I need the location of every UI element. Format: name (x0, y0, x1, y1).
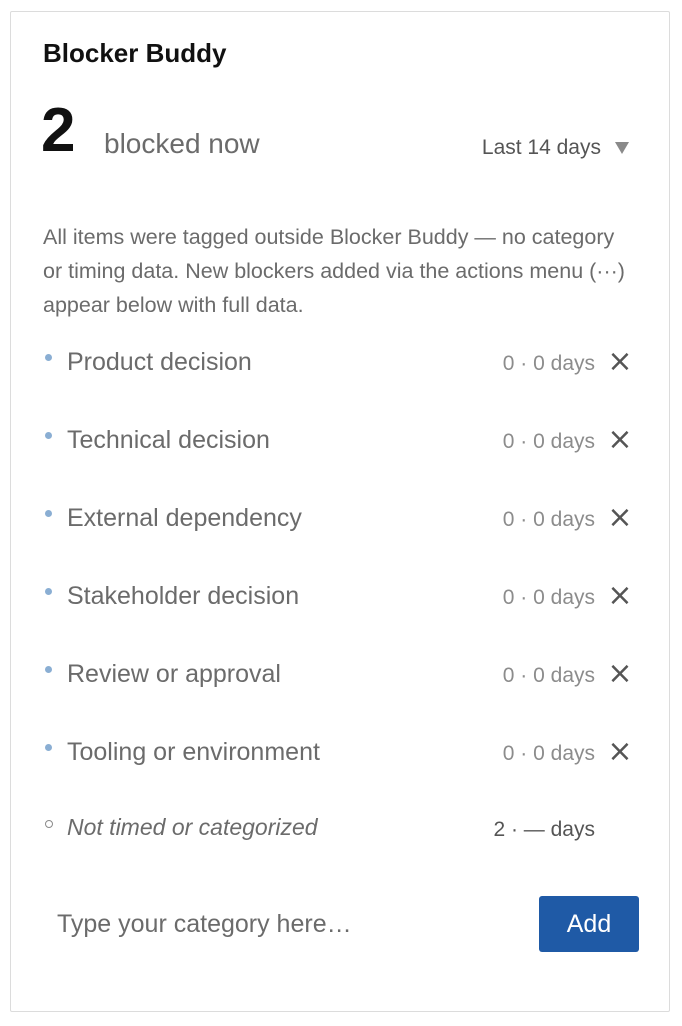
bullet-icon (45, 354, 52, 361)
uncategorized-name: Not timed or categorized (67, 814, 318, 840)
date-range-dropdown[interactable] (459, 134, 639, 162)
category-name: Product decision (67, 348, 252, 376)
widget-title: Blocker Buddy (43, 38, 227, 68)
bullet-icon (45, 666, 52, 673)
category-row (43, 342, 639, 420)
category-input[interactable] (43, 896, 513, 952)
uncategorized-row (43, 810, 639, 870)
category-row (43, 732, 639, 810)
date-range-label: Last 14 days (481, 136, 601, 159)
close-icon[interactable]: × (607, 656, 633, 691)
hollow-bullet-icon (45, 820, 53, 828)
category-row (43, 576, 639, 654)
category-name: Review or approval (67, 660, 281, 688)
close-icon[interactable]: × (607, 578, 633, 613)
add-button[interactable]: Add (539, 896, 639, 952)
category-row (43, 654, 639, 732)
blocker-category-list (43, 342, 639, 870)
category-name: External dependency (67, 504, 302, 532)
category-stats: 0 · 0 days (502, 508, 595, 531)
bullet-icon (45, 744, 52, 751)
bullet-icon (45, 510, 52, 517)
close-icon[interactable]: × (607, 344, 633, 379)
category-stats: 0 · 0 days (502, 352, 595, 375)
category-stats: 0 · 0 days (502, 742, 595, 765)
category-name: Tooling or environment (67, 738, 320, 766)
close-icon[interactable]: × (607, 734, 633, 769)
category-row (43, 498, 639, 576)
blocker-buddy-card (10, 11, 670, 1012)
blocked-count-label: blocked now (104, 128, 260, 159)
bullet-icon (45, 588, 52, 595)
data-notice: All items were tagged outside Blocker Buddy — no category or timing data. New blockers added via the actions menu (···) appear below with full data. (43, 225, 625, 317)
caret-down-icon (615, 142, 629, 154)
category-row (43, 420, 639, 498)
category-name: Stakeholder decision (67, 582, 300, 610)
category-stats: 0 · 0 days (502, 586, 595, 609)
close-icon[interactable]: × (607, 500, 633, 535)
add-category-form (43, 896, 639, 952)
bullet-icon (45, 432, 52, 439)
category-stats: 0 · 0 days (502, 664, 595, 687)
close-icon[interactable]: × (607, 422, 633, 457)
uncategorized-stats: 2 · — days (493, 818, 595, 841)
category-name: Technical decision (67, 426, 270, 454)
blocked-count: 2 (41, 96, 76, 165)
category-stats: 0 · 0 days (502, 430, 595, 453)
